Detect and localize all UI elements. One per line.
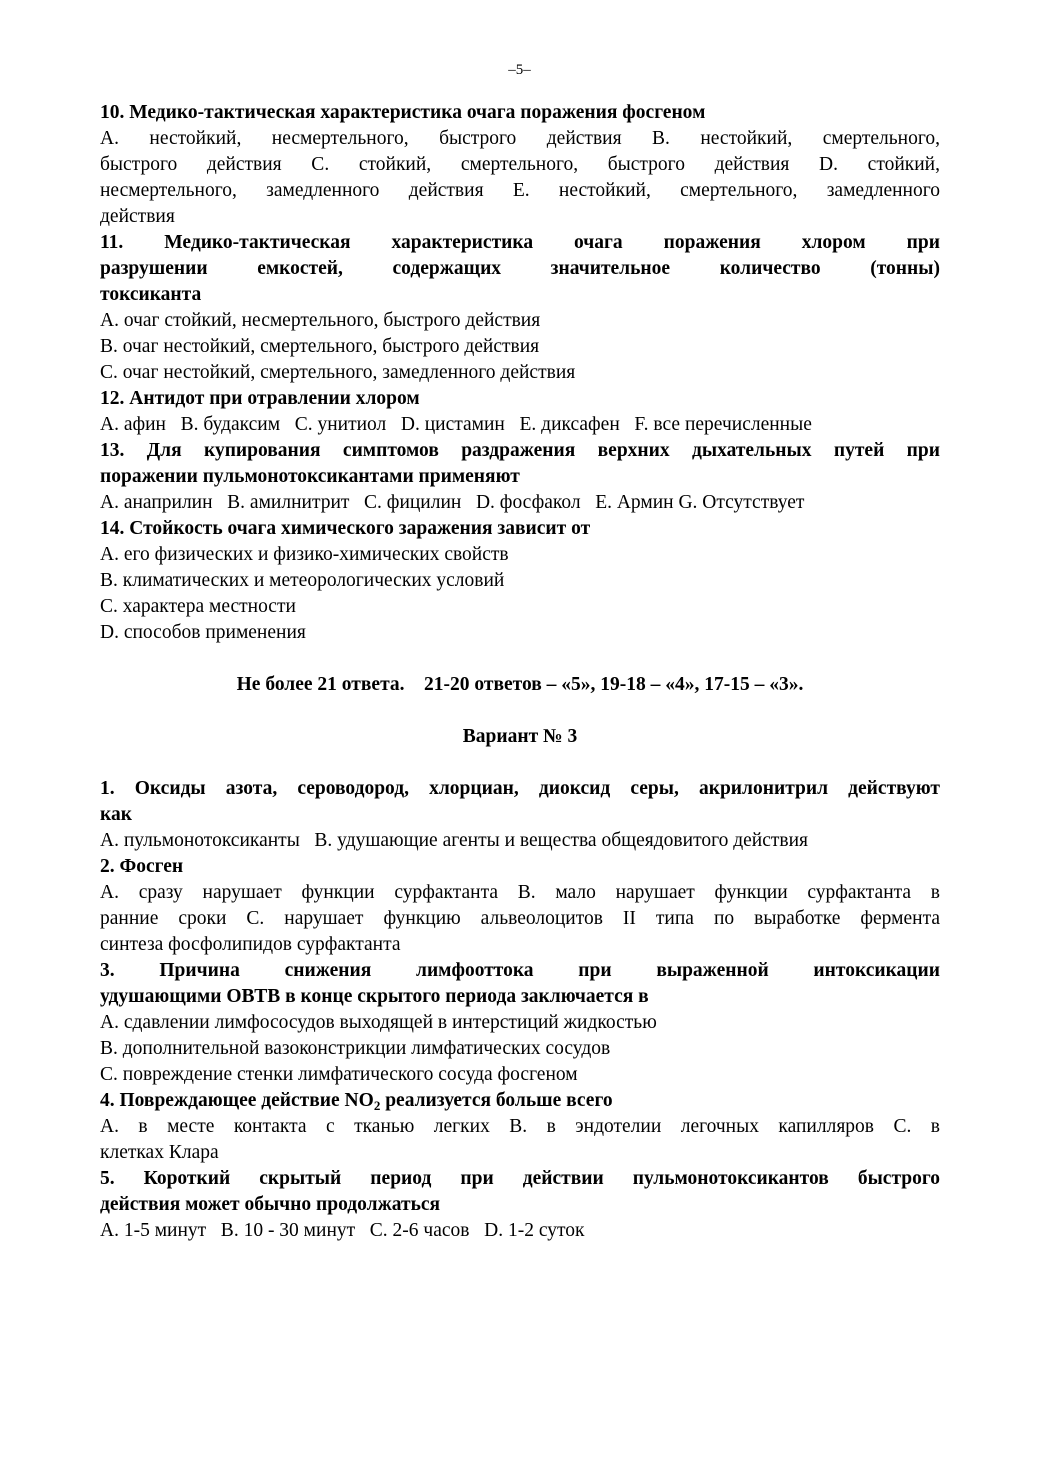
answer-line: B. дополнительной вазоконстрикции лимфатических сосудов <box>100 1038 611 1059</box>
scoring-note: Не более 21 ответа. 21-20 ответов – «5», 19-18 – «4», 17-15 – «3». <box>236 674 804 695</box>
variant-title: Вариант № 3 <box>462 726 578 747</box>
question-line: 1. Оксиды азота, сероводород, хлорциан, диоксид серы, акрилонитрил действуют <box>100 778 940 799</box>
question-line: 10. Медико-тактическая характеристика очага поражения фосгеном <box>100 102 706 123</box>
answer-line: A. анаприлин B. амилнитрит C. фицилин D. фосфакол E. Армин G. Отсутствует <box>100 492 805 513</box>
question-line: токсиканта <box>100 284 202 305</box>
questions-block-variant-2 <box>100 100 940 646</box>
answer-line: ранние сроки C. нарушает функцию альвеолоцитов II типа по выработке фермента <box>100 908 940 929</box>
question-line: 5. Короткий скрытый период при действии пульмонотоксикантов быстрого <box>100 1168 940 1189</box>
question-line: 13. Для купирования симптомов раздражения верхних дыхательных путей при <box>100 440 940 461</box>
answer-line: D. способов применения <box>100 622 306 643</box>
answer-line: A. нестойкий, несмертельного, быстрого действия B. нестойкий, смертельного, <box>100 128 940 149</box>
answer-line: B. климатических и метеорологических условий <box>100 570 505 591</box>
answer-line: A. афин B. будаксим C. унитиол D. цистамин E. диксафен F. все перечисленные <box>100 414 812 435</box>
question-line: 4. Повреждающее действие $NO_2$ реализуется больше всего <box>100 1090 613 1113</box>
questions-block-variant-3-cont <box>100 1114 940 1244</box>
answer-line: C. очаг нестойкий, смертельного, замедленного действия <box>100 362 576 383</box>
answer-line: действия <box>100 206 175 227</box>
question-line: разрушении емкостей, содержащих значительное количество (тонны) <box>100 258 940 279</box>
question-line: 3. Причина снижения лимфооттока при выраженной интоксикации <box>100 960 940 981</box>
answer-line: A. сразу нарушает функции сурфактанта B. мало нарушает функции сурфактанта в <box>100 882 940 903</box>
question-line: как <box>100 804 132 825</box>
question-line: 12. Антидот при отравлении хлором <box>100 388 420 409</box>
answer-line: B. очаг нестойкий, смертельного, быстрого действия <box>100 336 540 357</box>
document-content <box>100 100 940 1244</box>
answer-line: C. повреждение стенки лимфатического сосуда фосгеном <box>100 1064 578 1085</box>
answer-line: A. сдавлении лимфососудов выходящей в интерстиций жидкостью <box>100 1012 657 1033</box>
answer-line: синтеза фосфолипидов сурфактанта <box>100 934 401 955</box>
answer-line: несмертельного, замедленного действия E. нестойкий, смертельного, замедленного <box>100 180 940 201</box>
answer-line: A. очаг стойкий, несмертельного, быстрого действия <box>100 310 541 331</box>
question-line: 11. Медико-тактическая характеристика очага поражения хлором при <box>100 232 940 253</box>
page-number: –5– <box>508 62 531 78</box>
question-line: 2. Фосген <box>100 856 184 877</box>
answer-line: A. 1-5 минут B. 10 - 30 минут C. 2-6 часов D. 1-2 суток <box>100 1220 585 1241</box>
answer-line: A. пульмонотоксиканты B. удушающие агенты и вещества общеядовитого действия <box>100 830 809 851</box>
answer-line: C. характера местности <box>100 596 296 617</box>
answer-line: A. его физических и физико-химических свойств <box>100 544 509 565</box>
answer-line: A. в месте контакта с тканью легких B. в эндотелии легочных капилляров C. в <box>100 1116 940 1137</box>
question-line: удушающими ОВТВ в конце скрытого периода заключается в <box>100 986 649 1007</box>
answer-line: быстрого действия C. стойкий, смертельного, быстрого действия D. стойкий, <box>100 154 940 175</box>
question-line: действия может обычно продолжаться <box>100 1194 441 1215</box>
question-line: 14. Стойкость очага химического заражения зависит от <box>100 518 591 539</box>
questions-block-variant-3 <box>100 776 940 1088</box>
answer-line: клетках Клара <box>100 1142 219 1163</box>
question-line: поражении пульмонотоксикантами применяют <box>100 466 520 487</box>
